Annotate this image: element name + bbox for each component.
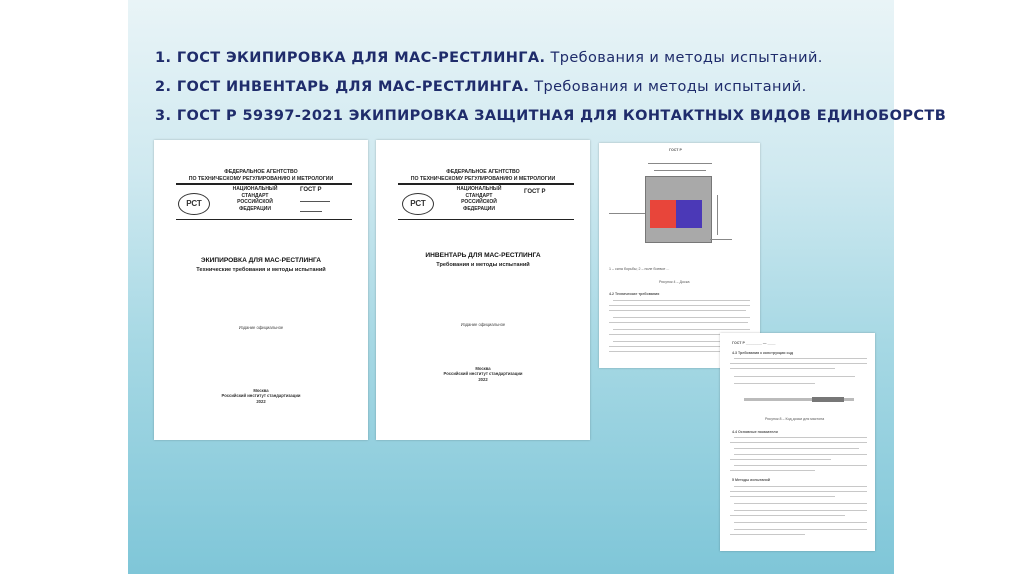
text-line: [734, 522, 867, 523]
page-header: ГОСТ Р: [669, 148, 682, 152]
agency-name: ФЕДЕРАЛЬНОЕ АГЕНТСТВО ПО ТЕХНИЧЕСКОМУ РЕГУЛИРОВАНИЮ И МЕТРОЛОГИИ: [410, 169, 556, 182]
text-line: [613, 300, 750, 301]
divider: [176, 183, 352, 185]
gost-label: ГОСТ Р: [524, 189, 546, 195]
text-line: [730, 491, 867, 492]
text-line: [730, 515, 845, 516]
document-cover-inventory: [376, 140, 590, 440]
publisher-footer: Москва Российский институт стандартизации 2022: [443, 366, 523, 382]
divider: [398, 183, 574, 185]
document-subtitle: Технические требования и методы испытаний: [196, 267, 326, 273]
text-line: [609, 351, 730, 352]
year-blank: [300, 211, 322, 212]
gost-label: ГОСТ Р: [300, 187, 322, 193]
text-line: [730, 459, 831, 460]
figure-caption: Рисунок 8 – Код доски для мастона: [765, 417, 825, 421]
text-line: [609, 310, 746, 311]
agency-name: ФЕДЕРАЛЬНОЕ АГЕНТСТВО ПО ТЕХНИЧЕСКОМУ РЕГУЛИРОВАНИЮ И МЕТРОЛОГИИ: [188, 169, 334, 182]
section-heading: 4.3 Требования к конструкции сцд: [732, 351, 793, 355]
text-line: [734, 358, 867, 359]
divider: [176, 219, 352, 220]
document-page-requirements: [720, 333, 875, 551]
text-line: [730, 363, 867, 364]
callout-line: [710, 239, 732, 240]
edition-label: Издание официальное: [460, 322, 506, 327]
figure-caption: Рисунок 4 – Доска: [659, 280, 690, 284]
standard-label: НАЦИОНАЛЬНЫЙ СТАНДАРТ РОССИЙСКОЙ ФЕДЕРАЦИИ: [456, 186, 502, 212]
rst-logo: РСТ: [178, 193, 210, 215]
text-line: [613, 317, 750, 318]
gost-list-item-1: 1. ГОСТ ЭКИПИРОВКА ДЛЯ МАС-РЕСТЛИНГА. Требования и методы испытаний.: [155, 50, 823, 66]
text-line: [609, 322, 748, 323]
text-line: [734, 383, 815, 384]
gost-list-item-2: 2. ГОСТ ИНВЕНТАРЬ ДЛЯ МАС-РЕСТЛИНГА. Требования и методы испытаний.: [155, 79, 807, 95]
document-title: ИНВЕНТАРЬ ДЛЯ МАС-РЕСТЛИНГА: [425, 252, 541, 259]
text-line: [734, 529, 867, 530]
text-line: [734, 437, 867, 438]
dimension-line: [648, 163, 712, 164]
section-heading: 5 Методы испытаний: [732, 478, 770, 482]
edition-label: Издание официальное: [238, 325, 284, 330]
divider: [398, 219, 574, 220]
rst-logo: РСТ: [402, 193, 434, 215]
blue-zone: [676, 200, 702, 228]
text-line: [730, 470, 815, 471]
standard-label: НАЦИОНАЛЬНЫЙ СТАНДАРТ РОССИЙСКОЙ ФЕДЕРАЦИИ: [232, 186, 278, 212]
document-subtitle: Требования и методы испытаний: [436, 262, 530, 268]
dimension-line: [717, 195, 718, 235]
text-line: [730, 496, 835, 497]
document-cover-equipment: [154, 140, 368, 440]
gost-list-item-3: 3. ГОСТ Р 59397-2021 ЭКИПИРОВКА ЗАЩИТНАЯ ДЛЯ КОНТАКТНЫХ ВИДОВ ЕДИНОБОРСТВ: [155, 108, 947, 124]
publisher-footer: Москва Российский институт стандартизации 2022: [221, 388, 301, 404]
text-line: [734, 486, 867, 487]
text-line: [734, 448, 859, 449]
figure-legend: 1 – сила борьбы; 2 – поле боевое ...: [609, 267, 670, 271]
bar-handle: [812, 397, 844, 402]
document-title: ЭКИПИРОВКА ДЛЯ МАС-РЕСТЛИНГА: [200, 257, 322, 264]
text-line: [734, 376, 855, 377]
number-blank: [300, 201, 330, 202]
section-heading: 4.2 Технические требования: [609, 292, 660, 296]
text-line: [734, 503, 867, 504]
dimension-line: [654, 170, 706, 171]
gost-list: [155, 44, 946, 131]
section-heading: 4.4 Основные показатели: [732, 430, 778, 434]
text-line: [734, 510, 867, 511]
text-line: [609, 305, 750, 306]
text-line: [734, 454, 867, 455]
text-line: [730, 442, 867, 443]
text-line: [613, 329, 750, 330]
text-line: [730, 534, 805, 535]
text-line: [730, 368, 835, 369]
red-zone: [650, 200, 676, 228]
page-header: ГОСТ Р ________ — ____: [732, 341, 776, 345]
callout-line: [609, 213, 645, 214]
text-line: [734, 465, 867, 466]
